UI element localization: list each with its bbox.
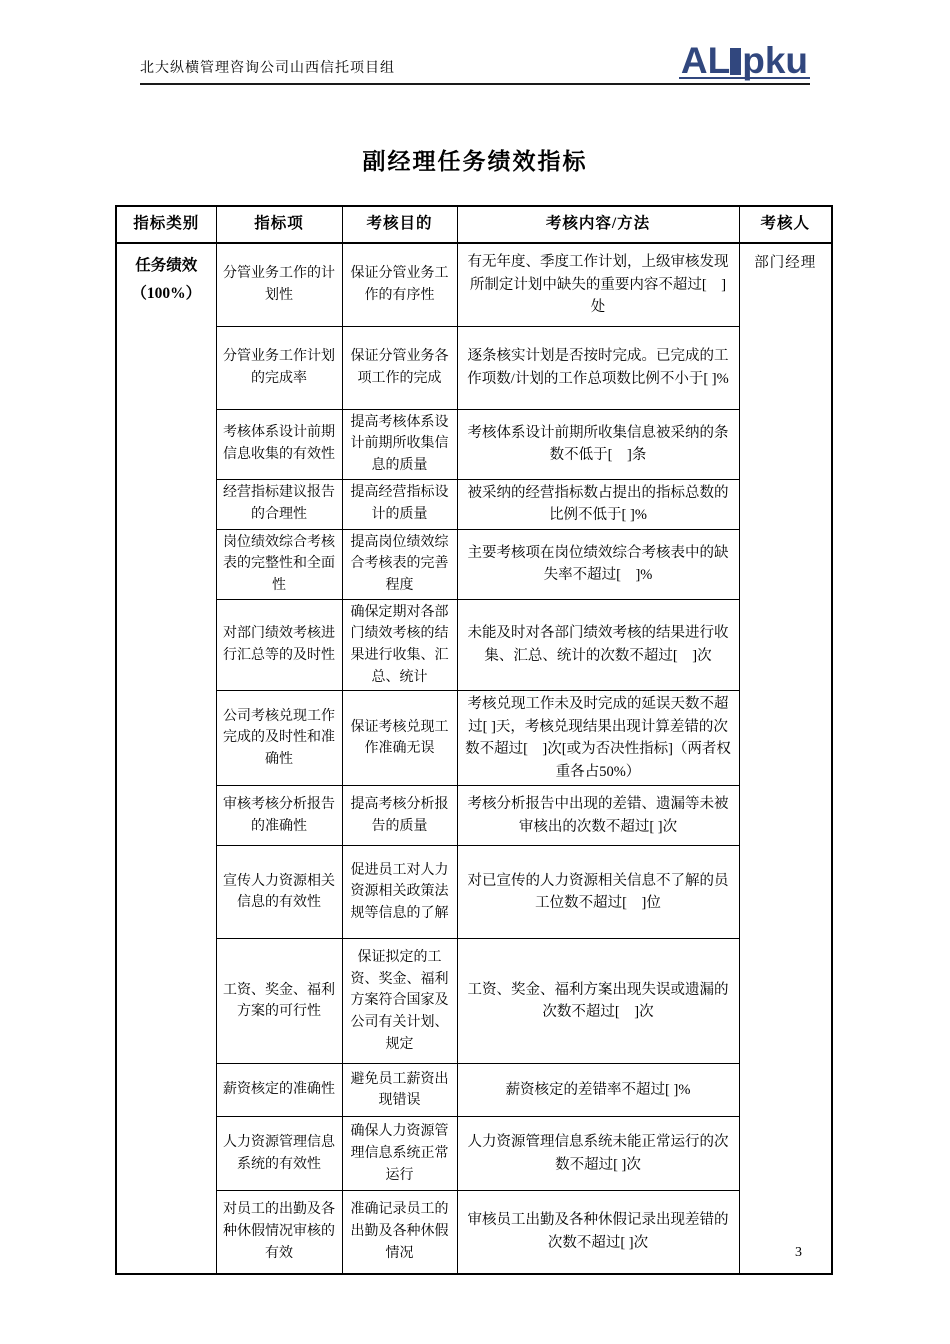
allpku-logo: [679, 40, 810, 81]
table-row: [116, 243, 832, 326]
indicator-item: 分管业务工作计划的完成率: [216, 326, 342, 409]
column-header-assessor: 考核人: [739, 206, 832, 243]
assessment-method: 未能及时对各部门绩效考核的结果进行收集、汇总、统计的次数不超过[ ]次: [457, 599, 739, 691]
table-row: [116, 1064, 832, 1117]
assessment-method: 人力资源管理信息系统未能正常运行的次数不超过[ ]次: [457, 1117, 739, 1191]
table-row: [116, 1117, 832, 1191]
indicator-item: 审核考核分析报告的准确性: [216, 786, 342, 846]
category-weight: （100%）: [131, 284, 202, 302]
indicator-item: 工资、奖金、福利方案的可行性: [216, 939, 342, 1064]
assessment-method: 主要考核项在岗位绩效综合考核表中的缺失率不超过[ ]%: [457, 529, 739, 599]
organization-name: 北大纵横管理咨询公司山西信托项目组: [140, 61, 395, 77]
table-row: [116, 846, 832, 939]
indicator-item: 人力资源管理信息系统的有效性: [216, 1117, 342, 1191]
table-row: [116, 786, 832, 846]
assessment-purpose: 提高考核分析报告的质量: [342, 786, 457, 846]
column-header-item: 指标项: [216, 206, 342, 243]
assessment-method: 考核兑现工作未及时完成的延误天数不超过[ ]天，考核兑现结果出现计算差错的次数不超过[ ]次[或为否决性指标]（两者权重各占50%）: [457, 691, 739, 786]
assessment-purpose: 保证拟定的工资、奖金、福利方案符合国家及公司有关计划、规定: [342, 939, 457, 1064]
table-row: [116, 529, 832, 599]
indicator-item: 宣传人力资源相关信息的有效性: [216, 846, 342, 939]
assessment-purpose: 保证分管业务各项工作的完成: [342, 326, 457, 409]
assessment-purpose: 提高经营指标设计的质量: [342, 479, 457, 529]
assessment-purpose: 确保定期对各部门绩效考核的结果进行收集、汇总、统计: [342, 599, 457, 691]
assessment-purpose: 促进员工对人力资源相关政策法规等信息的了解: [342, 846, 457, 939]
logo-block-icon: [730, 48, 741, 75]
assessor-cell: 部门经理: [739, 243, 832, 1274]
table-row: [116, 599, 832, 691]
category-cell: [116, 243, 216, 1274]
assessment-method: 对已宣传的人力资源相关信息不了解的员工位数不超过[ ]位: [457, 846, 739, 939]
assessment-method: 薪资核定的差错率不超过[ ]%: [457, 1064, 739, 1117]
column-header-purpose: 考核目的: [342, 206, 457, 243]
kpi-table: [115, 205, 833, 1275]
table-row: [116, 326, 832, 409]
indicator-item: 经营指标建议报告的合理性: [216, 479, 342, 529]
document-header: [140, 40, 810, 85]
indicator-item: 分管业务工作的计划性: [216, 243, 342, 326]
table-header-row: [116, 206, 832, 243]
logo-text-right: pku: [742, 40, 808, 81]
indicator-item: 岗位绩效综合考核表的完整性和全面性: [216, 529, 342, 599]
assessment-purpose: 提高岗位绩效综合考核表的完善程度: [342, 529, 457, 599]
assessment-purpose: 避免员工薪资出现错误: [342, 1064, 457, 1117]
assessment-method: 有无年度、季度工作计划，上级审核发现所制定计划中缺失的重要内容不超过[ ]处: [457, 243, 739, 326]
column-header-method: 考核内容/方法: [457, 206, 739, 243]
assessment-method: 逐条核实计划是否按时完成。已完成的工作项数/计划的工作总项数比例不小于[ ]%: [457, 326, 739, 409]
indicator-item: 公司考核兑现工作完成的及时性和准确性: [216, 691, 342, 786]
assessment-method: 考核体系设计前期所收集信息被采纳的条数不低于[ ]条: [457, 409, 739, 479]
assessment-purpose: 提高考核体系设计前期所收集信息的质量: [342, 409, 457, 479]
table-row: [116, 479, 832, 529]
assessment-method: 被采纳的经营指标数占提出的指标总数的比例不低于[ ]%: [457, 479, 739, 529]
assessment-method: 工资、奖金、福利方案出现失误或遗漏的次数不超过[ ]次: [457, 939, 739, 1064]
table-row: [116, 939, 832, 1064]
indicator-item: 薪资核定的准确性: [216, 1064, 342, 1117]
indicator-item: 对员工的出勤及各种休假情况审核的有效: [216, 1191, 342, 1274]
page-number: 3: [795, 1245, 802, 1260]
assessment-purpose: 保证分管业务工作的有序性: [342, 243, 457, 326]
assessment-purpose: 准确记录员工的出勤及各种休假情况: [342, 1191, 457, 1274]
indicator-item: 对部门绩效考核进行汇总等的及时性: [216, 599, 342, 691]
assessment-method: 审核员工出勤及各种休假记录出现差错的次数不超过[ ]次: [457, 1191, 739, 1274]
assessment-purpose: 确保人力资源管理信息系统正常运行: [342, 1117, 457, 1191]
table-row: [116, 691, 832, 786]
page-title: 副经理任务绩效指标: [362, 149, 588, 174]
column-header-category: 指标类别: [116, 206, 216, 243]
category-name: 任务绩效: [135, 257, 198, 274]
assessment-method: 考核分析报告中出现的差错、遗漏等未被审核出的次数不超过[ ]次: [457, 786, 739, 846]
indicator-item: 考核体系设计前期信息收集的有效性: [216, 409, 342, 479]
table-row: [116, 409, 832, 479]
logo-text-left: AL: [680, 40, 731, 81]
assessment-purpose: 保证考核兑现工作准确无误: [342, 691, 457, 786]
table-row: [116, 1191, 832, 1274]
